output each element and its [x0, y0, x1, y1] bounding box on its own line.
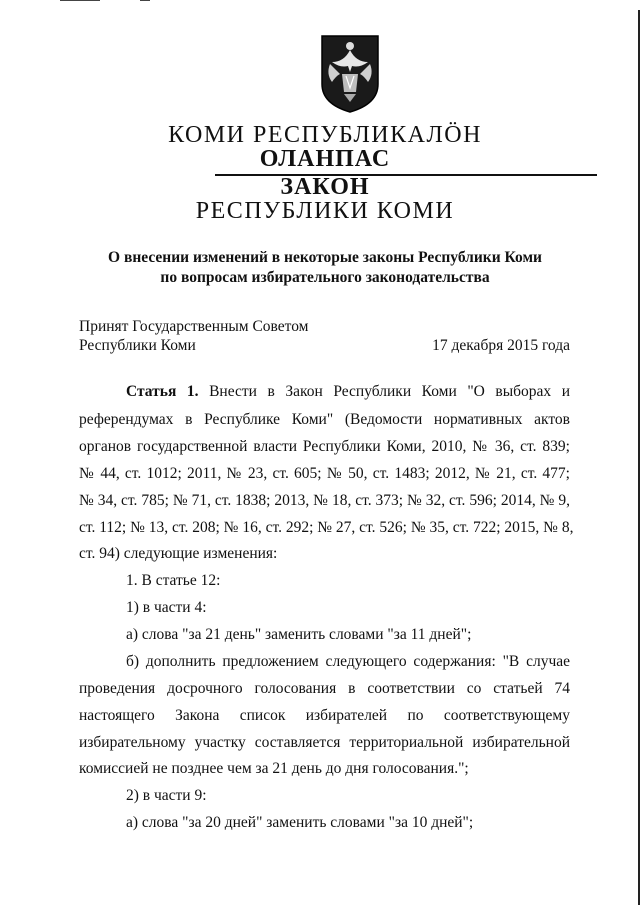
body-line: избирательному участку составляется территориальной избирательной — [79, 734, 570, 751]
header-komi-republic: КОМИ РЕСПУБЛИКАЛÖН — [168, 122, 482, 148]
law-title-line-1: О внесении изменений в некоторые законы Республики Коми — [108, 249, 542, 266]
body-line: настоящего Закона список избирателей по соответствующему — [79, 707, 570, 724]
adoption-date: 17 декабря 2015 года — [432, 337, 570, 354]
body-line: органов государственной власти Республики Коми, 2010, № 36, ст. 839; — [79, 438, 570, 455]
adoption-line-1: Принят Государственным Советом — [79, 318, 309, 335]
body-line: комиссией не позднее чем за 21 день до дня голосования."; — [79, 760, 469, 777]
scan-mark — [140, 0, 150, 1]
body-line: 2) в части 9: — [126, 787, 207, 804]
body-line: № 44, ст. 1012; 2011, № 23, ст. 605; № 50, ст. 1483; 2012, № 21, ст. 477; — [79, 465, 570, 482]
body-line: 1) в части 4: — [126, 599, 207, 616]
body-line — [126, 382, 570, 402]
body-line: референдумах в Республике Коми" (Ведомости нормативных актов — [79, 411, 570, 428]
body-line: а) слова "за 21 день" заменить словами "за 11 дней"; — [126, 626, 472, 643]
coat-of-arms-emblem — [318, 32, 382, 114]
body-line: б) дополнить предложением следующего содержания: "В случае — [126, 653, 570, 670]
adoption-line-2: Республики Коми — [79, 337, 196, 354]
header-zakon: ЗАКОН — [280, 174, 370, 200]
body-line: проведения досрочного голосования в соответствии со статьей 74 — [79, 680, 570, 697]
header-olanpas: ОЛАНПАС — [259, 146, 391, 172]
body-line: ст. 94) следующие изменения: — [79, 545, 278, 562]
header-republic-komi: РЕСПУБЛИКИ КОМИ — [195, 198, 455, 224]
body-line: ст. 112; № 13, ст. 208; № 16, ст. 292; № 27, ст. 526; № 35, ст. 722; 2015, № 8, — [79, 519, 574, 536]
body-line: а) слова "за 20 дней" заменить словами "за 10 дней"; — [126, 814, 474, 831]
scan-mark — [60, 0, 100, 1]
body-line: 1. В статье 12: — [126, 572, 221, 589]
article-label: Статья 1. — [126, 383, 199, 400]
body-line: № 34, ст. 785; № 71, ст. 1838; 2013, № 18, ст. 373; № 32, ст. 596; 2014, № 9, — [79, 492, 570, 509]
body-text: Внести в Закон Республики Коми "О выборах и — [209, 383, 571, 400]
law-title-line-2: по вопросам избирательного законодательства — [160, 269, 490, 286]
